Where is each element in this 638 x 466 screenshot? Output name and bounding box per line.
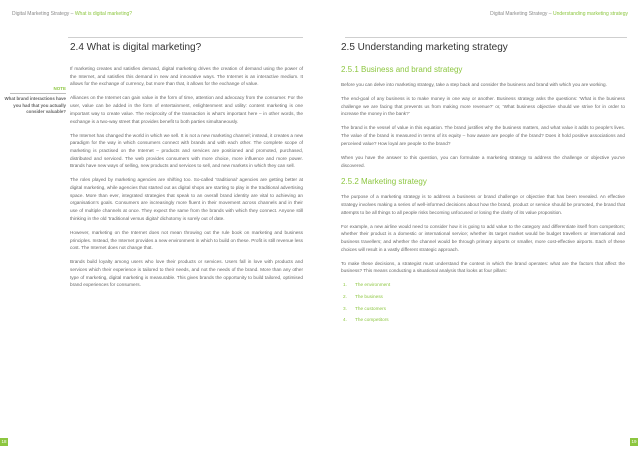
section-heading: 2.4 What is digital marketing? [70, 42, 202, 53]
subsection-heading: 2.5.2 Marketing strategy [341, 177, 427, 187]
list-item-number: 1. [343, 282, 347, 288]
running-head-prefix: Digital Marketing Strategy – [490, 11, 553, 17]
running-head-section: What is digital marketing? [74, 11, 133, 17]
body-paragraph: The Internet has changed the world in which we sell. It is not a new marketing channel; instead, it creates a new paradigm for the way in which consumers connect with brands and with each other. The complete scope of marketing is practised on the Internet – products and services are positioned and promoted, purchased, distributed and serviced. The web provides consumers with more choice, more influence and more power. Brands have new ways of selling, new products and services to sell, and new markets in which they can sell. [70, 132, 303, 169]
body-paragraph: However, marketing on the Internet does not mean throwing out the rule book on marketing and business principles. Instead, the Internet provides a new environment in which to build on these. Profit is still revenue less cost. The Internet does not change that. [70, 229, 303, 251]
list-item [341, 305, 625, 312]
list-item-label: The business [355, 294, 383, 300]
body-paragraph: The roles played by marketing agencies are shifting too. So-called ‘traditional’ agencies are getting better at digital marketing, while agencies that started out as digital shops are starting to play in the traditional advertising space. More than ever, integrated strategies that speak to an overall brand identity are vital to achieving an organisation’s goals. Consumers are increasingly more fluent in their movement across channels and in their use of multiple channels at once. They expect the same from the brands with which they connect. Anyone still thinking in the old ‘traditional versus digital’ dichotomy is sorely out of date. [70, 177, 303, 221]
running-head-right [490, 11, 628, 17]
list-item-label: The customers [355, 305, 386, 311]
list-item-number: 4. [343, 317, 347, 323]
note-label: NOTE [53, 86, 66, 91]
right-page [319, 0, 638, 466]
page-number: 18 [1, 439, 7, 444]
situational-analysis-list [341, 281, 625, 323]
list-item-label: The competitors [355, 317, 389, 323]
body-paragraph: The purpose of a marketing strategy is to address a business or brand challenge or objective that has been revealed. An effective strategy involves making a series of well-informed decisions about how the brand, product or service should be promoted, the brand that attempts to be all things to all people risks becoming unfocused or losing the clarity of its value proposition. [341, 194, 625, 215]
list-item-number: 2. [343, 294, 347, 300]
running-head-prefix: Digital Marketing Strategy – [12, 11, 75, 17]
list-item-label: The environment [355, 282, 391, 288]
left-content-column [70, 42, 303, 295]
note-rule [10, 93, 66, 94]
body-paragraph: If marketing creates and satisfies demand, digital marketing drives the creation of demand using the power of the Internet, and satisfies this demand in new and innovative ways. The Internet is an interactive medium. It allows for the exchange of currency, but more than that, it allows for the exchange of value. [70, 66, 303, 87]
body-paragraph: The end-goal of any business is to make money in one way or another. Business strategy asks the questions: ‘What is the business challenge we are facing that prevents us from making more revenue?’ or, ‘What business objective should we strive for in order to increase the money in the bank?’ [341, 96, 625, 117]
running-head-section: Understanding marketing strategy [552, 11, 628, 17]
section-heading: 2.5 Understanding marketing strategy [341, 42, 508, 53]
note-text: What brand interactions have you had that you actually consider valuable? [4, 96, 66, 115]
body-paragraph: To make these decisions, a strategist must understand the context in which the brand operates: what are the factors that affect the business? This means conducting a situational analysis that looks at four pillars: [341, 260, 625, 274]
body-paragraph: Alliances on the Internet can gain value in the form of time, attention and advocacy from the consumer. For the user, value can be added in the form of entertainment, enlightenment and utility: content marketing is one important way to create value. The reciprocity of the transaction is what’s important here – in other words, the exchange is a two-way street that provides benefit to both parties simultaneously. [70, 95, 303, 124]
running-head-left [12, 11, 132, 17]
body-paragraph: For example, a new airline would need to consider how it is going to add value to the category and differentiate itself from competitors; whether their product is a domestic or international service; whether its target market would be budget travellers or international and business travellers; and whether the channel would be through primary airports or smaller, more cost-effective airports. Each of these choices will result in a vastly different strategic approach. [341, 223, 625, 252]
list-item [341, 316, 625, 323]
heading-rule [68, 37, 303, 38]
body-paragraph: Before you can delve into marketing strategy, take a step back and consider the business and brand with which you are working. [341, 82, 607, 87]
right-content-column [341, 42, 625, 328]
list-item [341, 281, 625, 288]
list-item-number: 3. [343, 305, 347, 311]
heading-rule [345, 37, 627, 38]
body-paragraph: The brand is the vessel of value in this equation. The brand justifies why the business matters, and what value it adds to people’s lives. The value of the brand is measured in terms of its equity – how aware are people of the brand? Does it hold positive associations and perceived value? How loyal are people to the brand? [341, 125, 625, 146]
page-number: 19 [631, 439, 637, 444]
body-paragraph: Brands build loyalty among users who love their products or services. Users fall in love with products and services which their experience is tailored to their needs, and not the needs of the brand. More than any other type of marketing, digital marketing is measurable. This gives brands the opportunity to build tailored, optimised brand experiences for consumers. [70, 259, 303, 288]
list-item [341, 293, 625, 300]
subsection-heading: 2.5.1 Business and brand strategy [341, 65, 463, 74]
body-paragraph: When you have the answer to this question, you can formulate a marketing strategy to address the challenge or objective you’ve discovered. [341, 154, 625, 168]
